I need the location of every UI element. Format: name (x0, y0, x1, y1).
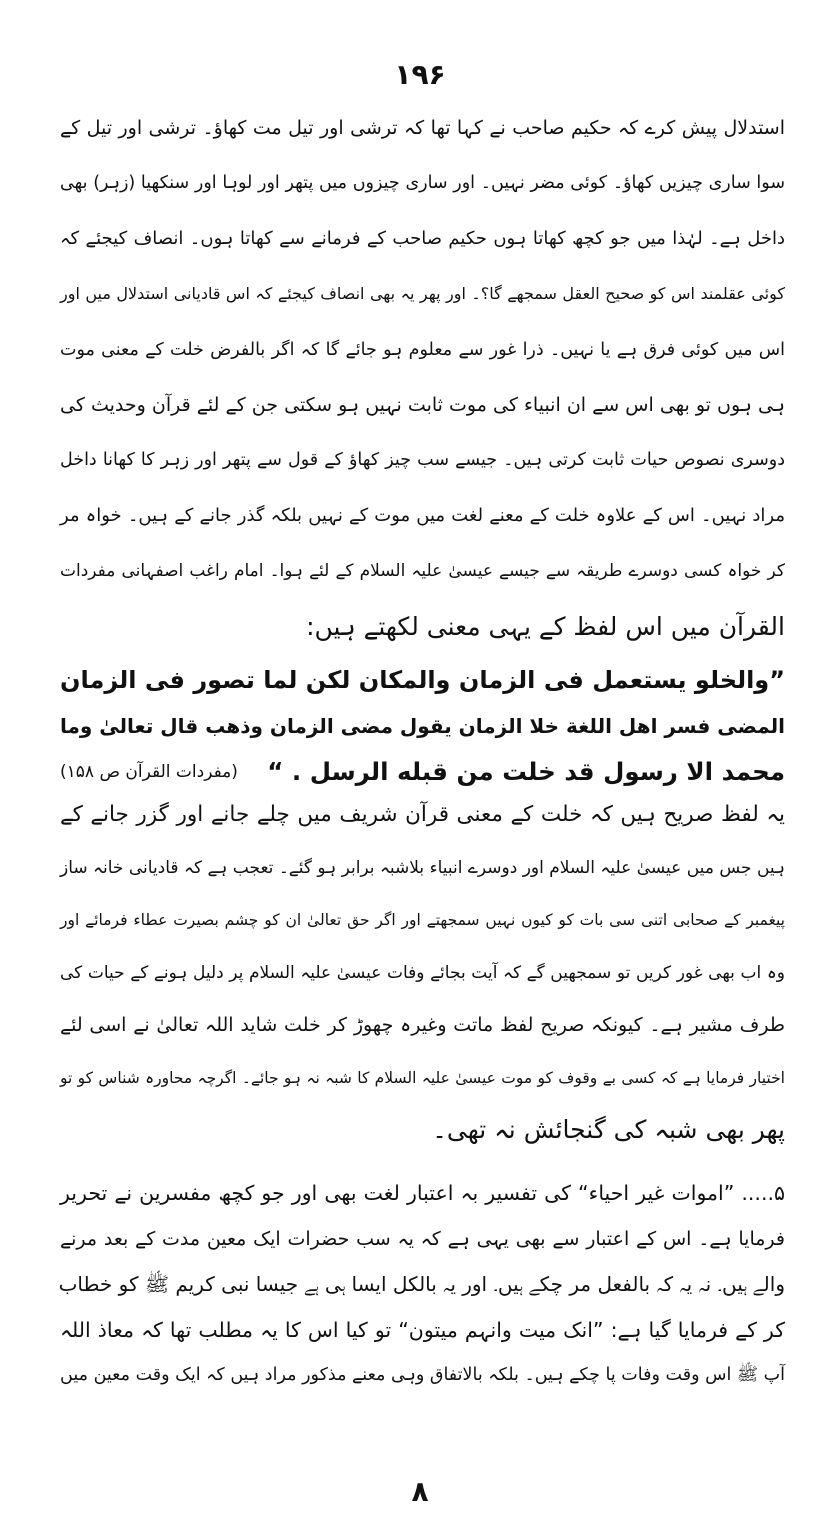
text-line: پیغمبر کے صحابی اتنی سی بات کو کیوں نہیں سمجھتے اور اگر حق تعالیٰ ان کو چشم بصیرت عطاء فرمائے اور (60, 911, 785, 929)
text-line: داخل ہے۔ لہٰذا میں جو کچھ کھاتا ہوں حکیم صاحب کے فرمانے سے کھاتا ہوں۔ انصاف کیجئے کہ (60, 227, 785, 249)
text-line: آپ ﷺ اس وقت وفات پا چکے ہیں۔ بلکہ بالاتفاق وہی معنے مذکور مراد ہیں کہ ایک وقت معین میں (60, 1365, 785, 1385)
text-line: وہ اب بھی غور کریں تو سمجھیں گے کہ آیت بجائے وفات عیسیٰ علیہ السلام پر دلیل ہونے کے حیات کی (60, 962, 785, 983)
text-line: محمد الا رسول قد خلت من قبله الرسل . “ (267, 757, 785, 786)
text-line: القرآن میں اس لفظ کے یہی معنی لکھتے ہیں: (306, 611, 785, 641)
text-line: کوئی عقلمند اس کو صحیح العقل سمجھے گا؟۔ اور پھر یہ بھی انصاف کیجئے کہ اس قادیانی استدلال میں اور (60, 284, 785, 304)
text-line: ہیں جس میں عیسیٰ علیہ السلام اور دوسرے انبیاء بلاشبہ برابر ہو گئے۔ تعجب ہے کہ قادیانی خانہ ساز (60, 857, 785, 878)
text-line: اختیار فرمایا ہے کہ کسی بے وقوف کو موت عیسیٰ علیہ السلام کا شبہ نہ ہو جائے۔ اگرچہ محاورہ شناس کو تو (60, 1068, 785, 1087)
quote-citation: (مفردات القرآن ص ۱۵۸) (60, 762, 238, 782)
text-line: استدلال پیش کرے کہ حکیم صاحب نے کہا تھا کہ ترشی اور تیل مت کھاؤ۔ ترشی اور تیل کے (60, 117, 785, 139)
text-line: المضى فسر اهل اللغة خلا الزمان يقول مضى الزمان وذهب قال تعالىٰ وما (59, 714, 785, 738)
text-line: سوا ساری چیزیں کھاؤ۔ کوئی مضر نہیں۔ اور ساری چیزوں میں پتھر اور لوہا اور سنکھیا (زہر) بھی (60, 173, 785, 194)
text-line: فرمایا ہے۔ اس کے اعتبار سے بھی یہی ہے کہ یہ سب حضرات ایک معین مدت کے بعد مرنے (60, 1227, 785, 1250)
text-line: کر خواہ کسی دوسرے طریقہ سے جیسے عیسیٰ علیہ السلام کے لئے ہوا۔ امام راغب اصفہانی مفردات (60, 561, 785, 582)
text-line: اس میں کوئی فرق ہے یا نہیں۔ ذرا غور سے معلوم ہو جائے گا کہ اگر بالفرض خلت کے معنی موت (60, 339, 785, 360)
text-line: یہ لفظ صریح ہیں کہ خلت کے معنی قرآن شریف میں چلے جانے اور گزر جانے کے (60, 802, 785, 827)
text-line: طرف مشیر ہے۔ کیونکہ صریح لفظ ماتت وغیرہ چھوڑ کر خلت شاید اللہ تعالیٰ نے اسی لئے (60, 1014, 785, 1036)
text-line: پھر بھی شبہ کی گنجائش نہ تھی۔ (432, 1115, 785, 1144)
text-line: ۵..... ”اموات غیر احیاء“ کی تفسیر بہ اعتبار لغت بھی اور جو کچھ مفسرین نے تحریر (60, 1181, 785, 1205)
text-line: مراد نہیں۔ اس کے علاوہ خلت کے معنے لغت میں موت کے نہیں بلکہ گذر جانے کے ہیں۔ خواہ مر (60, 504, 785, 526)
page-number-header: ۱۹۶ (394, 58, 446, 91)
text-line: ہی ہوں تو بھی اس سے ان انبیاء کی موت ثابت نہیں ہو سکتی جن کے لئے قرآن وحدیث کی (60, 394, 785, 416)
text-line: دوسری نصوص حیات ثابت کرتی ہیں۔ جیسے سب چیز کھاؤ کے قول سے پتھر اور زہر کا کھانا داخل (60, 450, 785, 471)
text-line: والے ہیں۔ نہ یہ کہ بالفعل مر چکے ہیں۔ اور یہ بالکل ایسا ہی ہے جیسا نبی کریم ﷺ کو خطاب (58, 1272, 785, 1296)
text-line: کر کے فرمایا گیا ہے: ”انک میت وانہم میتون“ تو کیا اس کا یہ مطلب تھا کہ معاذ اللہ (60, 1317, 785, 1342)
text-line: ”والخلو يستعمل فى الزمان والمكان لكن لما تصور فى الزمان (60, 666, 785, 694)
page-number-footer: ٨ (411, 1475, 429, 1508)
